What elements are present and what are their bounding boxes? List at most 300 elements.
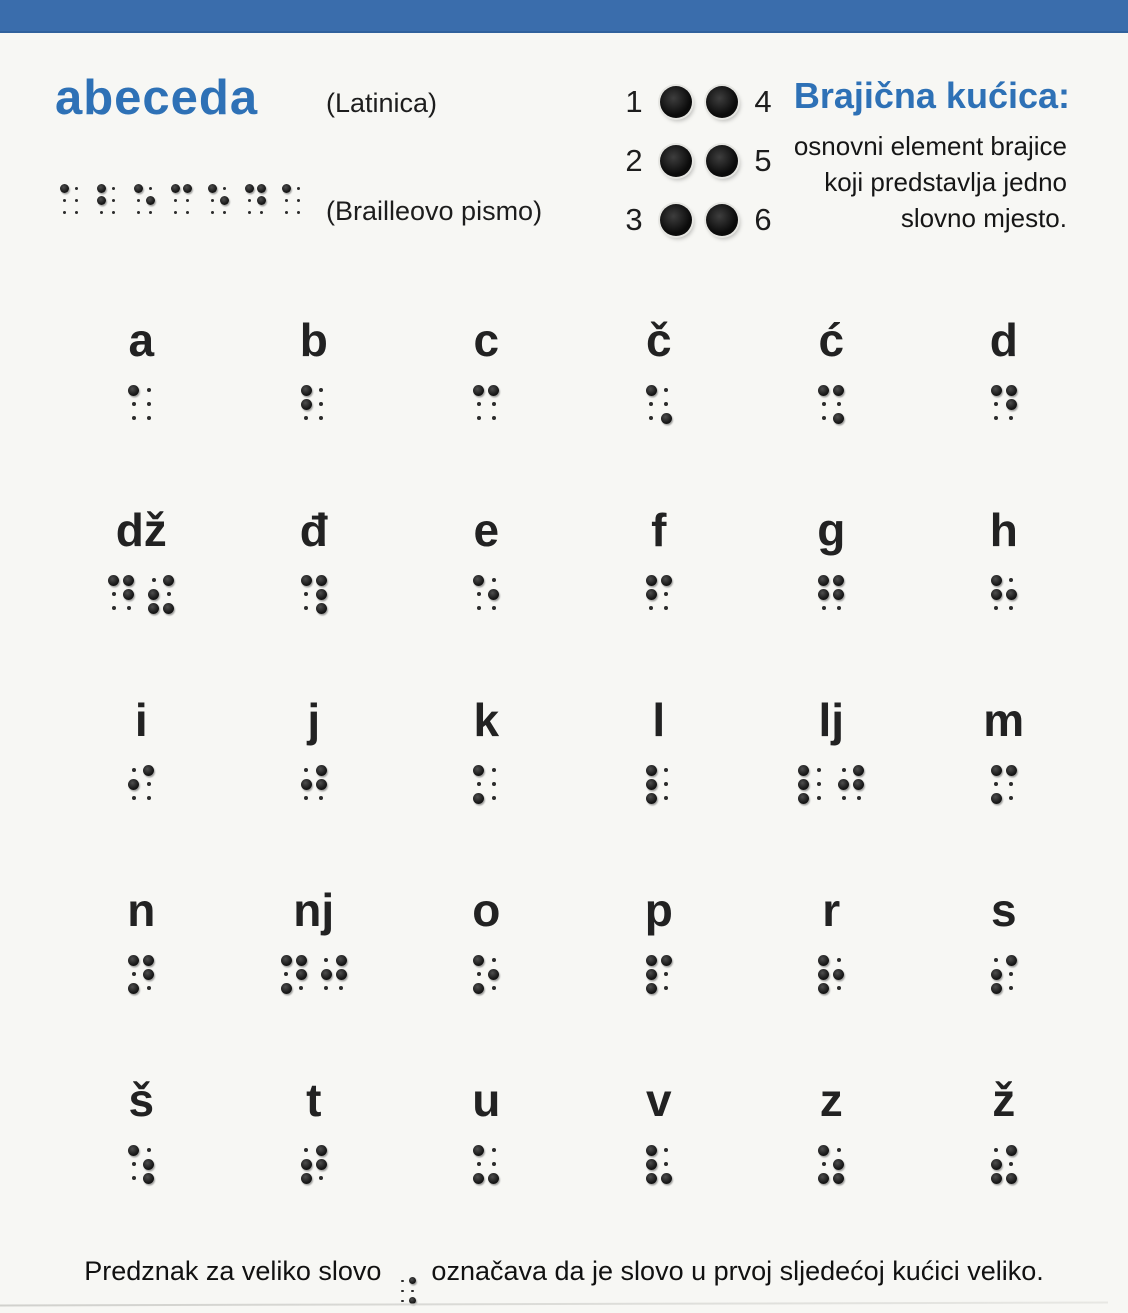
braille-dot-1 [991, 765, 1002, 776]
braille-dot-2 [97, 196, 106, 205]
braille-dot-5 [488, 969, 499, 980]
braille-dot-1-empty [152, 578, 156, 582]
letter-braille-cells [644, 1143, 674, 1185]
braille-dot-3-empty [649, 606, 653, 610]
alphabet-entry-u [400, 1065, 573, 1255]
braille-dot-5 [296, 969, 307, 980]
braille-dot-6-empty [149, 211, 152, 214]
braille-dot-3-empty [401, 1300, 404, 1303]
braille-dot-6 [661, 413, 672, 424]
braille-dot-4 [336, 955, 347, 966]
braille-cell [989, 953, 1019, 995]
braille-cell [206, 182, 230, 218]
braille-dot-5 [123, 589, 134, 600]
braille-dot-6-empty [319, 796, 323, 800]
braille-dot-1 [128, 955, 139, 966]
braille-dot-2-empty [822, 1162, 826, 1166]
braille-dot-1 [798, 765, 809, 776]
braille-dot-2-empty [285, 199, 288, 202]
braille-dot-1 [134, 184, 143, 193]
braille-dot-6-empty [147, 986, 151, 990]
braille-dot-4 [661, 575, 672, 586]
braille-cell [471, 573, 501, 615]
braille-dot-5-empty [75, 199, 78, 202]
braille-dot-6-empty [319, 1176, 323, 1180]
alphabet-entry-dž [55, 495, 228, 685]
braille-dot-1 [646, 1145, 657, 1156]
description-line: osnovni element brajice [793, 131, 1067, 161]
braille-dot-3-empty [285, 211, 288, 214]
footer-text-before: Predznak za veliko slovo [84, 1256, 382, 1286]
braille-cell-description [794, 128, 1067, 236]
braille-dot-1-empty [132, 768, 136, 772]
braille-cell [126, 763, 156, 805]
braille-dot-2 [991, 589, 1002, 600]
braille-dot-5-empty [186, 199, 189, 202]
braille-dot-1 [473, 575, 484, 586]
braille-dot-6-empty [492, 606, 496, 610]
braille-dot-5-empty [1009, 782, 1013, 786]
braille-cell [299, 573, 329, 615]
alphabet-entry-n [55, 875, 228, 1065]
letter-label: n [127, 884, 156, 936]
braille-dot-3-empty [112, 606, 116, 610]
page-title: abeceda [55, 71, 259, 125]
letter-braille-cells [126, 953, 156, 995]
braille-dot-2 [646, 1159, 657, 1170]
braille-dot-1 [818, 575, 829, 586]
letter-braille-cells [644, 763, 674, 805]
braille-dot-1 [128, 385, 139, 396]
alphabet-entry-l [573, 685, 746, 875]
braille-dot-2-empty [137, 199, 140, 202]
braille-cell-diagram [622, 84, 775, 238]
diagram-dot-icon [706, 145, 738, 177]
braille-cell [989, 573, 1019, 615]
dot-number-label: 4 [754, 84, 772, 119]
braille-dot-4 [163, 575, 174, 586]
braille-dot-4-empty [1009, 578, 1013, 582]
letter-label: c [473, 314, 500, 366]
braille-dot-3 [128, 983, 139, 994]
braille-dot-5-empty [167, 592, 171, 596]
braille-dot-2-empty [477, 782, 481, 786]
letter-braille-cells [471, 763, 501, 805]
braille-cell [644, 953, 674, 995]
description-line: slovno mjesto. [900, 203, 1067, 233]
braille-dot-3 [281, 983, 292, 994]
letter-braille-cells [644, 383, 674, 425]
braille-dot-3-empty [304, 416, 308, 420]
braille-dot-6 [661, 1173, 672, 1184]
braille-dot-5-empty [492, 1162, 496, 1166]
braille-dot-5 [833, 1159, 844, 1170]
braille-cell [471, 1143, 501, 1185]
braille-dot-5-empty [817, 782, 821, 786]
braille-dot-3 [473, 793, 484, 804]
braille-dot-5 [833, 969, 844, 980]
braille-dot-3-empty [477, 416, 481, 420]
braille-dot-2 [301, 399, 312, 410]
braille-dot-5-empty [664, 592, 668, 596]
dot-number-label: 3 [625, 202, 643, 237]
braille-dot-2 [991, 1159, 1002, 1170]
letter-braille-cells [126, 383, 156, 425]
braille-dot-3 [148, 603, 159, 614]
braille-dot-5 [853, 779, 864, 790]
braille-dot-2-empty [284, 972, 288, 976]
braille-dot-1-empty [304, 1148, 308, 1152]
braille-dot-6-empty [1009, 986, 1013, 990]
braille-dot-2 [321, 969, 332, 980]
braille-dot-3-empty [132, 796, 136, 800]
braille-dot-6 [163, 603, 174, 614]
braille-dot-3-empty [248, 211, 251, 214]
description-line: koji predstavlja jedno [824, 167, 1067, 197]
braille-dot-2 [818, 969, 829, 980]
alphabet-entry-č [573, 305, 746, 495]
alphabet-entry-p [573, 875, 746, 1065]
braille-dot-3-empty [304, 606, 308, 610]
braille-dot-5-empty [1009, 1162, 1013, 1166]
letter-label: a [128, 314, 155, 366]
braille-dot-5-empty [664, 972, 668, 976]
braille-dot-6-empty [147, 796, 151, 800]
braille-dot-4 [1006, 1145, 1017, 1156]
braille-dot-2-empty [63, 199, 66, 202]
braille-dot-3 [991, 983, 1002, 994]
braille-dot-1 [301, 385, 312, 396]
braille-dot-2-empty [132, 1162, 136, 1166]
braille-cell [397, 1276, 417, 1306]
braille-dot-1-empty [994, 1148, 998, 1152]
braille-dot-3-empty [137, 211, 140, 214]
braille-dot-5-empty [1009, 972, 1013, 976]
braille-dot-1 [646, 385, 657, 396]
braille-dot-4-empty [837, 958, 841, 962]
letter-braille-cells [796, 763, 866, 805]
braille-dot-6 [833, 413, 844, 424]
braille-dot-6-empty [127, 606, 131, 610]
letter-label: l [652, 694, 666, 746]
letter-label: z [819, 1074, 843, 1126]
alphabet-entry-đ [228, 495, 401, 685]
braille-dot-4-empty [223, 187, 226, 190]
braille-dot-6-empty [297, 211, 300, 214]
letter-label: j [307, 694, 321, 746]
braille-dot-4 [833, 575, 844, 586]
braille-dot-2-empty [174, 199, 177, 202]
braille-dot-6-empty [223, 211, 226, 214]
braille-dot-6-empty [1009, 796, 1013, 800]
alphabet-entry-f [573, 495, 746, 685]
alphabet-entry-t [228, 1065, 401, 1255]
braille-cell [796, 763, 826, 805]
braille-cell [816, 573, 846, 615]
braille-dot-3-empty [174, 211, 177, 214]
letter-label: dž [115, 504, 167, 556]
braille-dot-2-empty [304, 592, 308, 596]
braille-dot-6-empty [1009, 606, 1013, 610]
braille-cell [95, 182, 119, 218]
braille-cell [299, 383, 329, 425]
alphabet-entry-c [400, 305, 573, 495]
braille-dot-1 [991, 385, 1002, 396]
braille-dot-2-empty [994, 402, 998, 406]
alphabet-entry-d [918, 305, 1091, 495]
braille-dot-2-empty [211, 199, 214, 202]
top-bar [0, 0, 1128, 33]
alphabet-entry-s [918, 875, 1091, 1065]
braille-dot-4 [143, 765, 154, 776]
braille-cell [471, 383, 501, 425]
braille-dot-3-empty [842, 796, 846, 800]
braille-dot-5 [833, 589, 844, 600]
braille-dot-6 [143, 1173, 154, 1184]
braille-dot-1 [301, 575, 312, 586]
letter-braille-cells [106, 573, 176, 615]
braille-dot-1 [282, 184, 291, 193]
letter-braille-cells [126, 1143, 156, 1185]
braille-dot-6-empty [1009, 416, 1013, 420]
braille-cell [58, 182, 82, 218]
braille-dot-1 [991, 575, 1002, 586]
braille-dot-3-empty [132, 416, 136, 420]
braille-dot-3 [473, 1173, 484, 1184]
braille-dot-6-empty [664, 796, 668, 800]
letter-braille-cells [644, 573, 674, 615]
braille-cell [471, 953, 501, 995]
braille-dot-4 [1006, 385, 1017, 396]
braille-dot-4-empty [817, 768, 821, 772]
latin-script-label: (Latinica) [326, 88, 438, 118]
braille-dot-1 [473, 765, 484, 776]
braille-dot-4-empty [492, 958, 496, 962]
braille-cell [299, 763, 329, 805]
braille-dot-4-empty [75, 187, 78, 190]
braille-dot-1-empty [994, 958, 998, 962]
alphabet-entry-o [400, 875, 573, 1065]
letter-braille-cells [299, 573, 329, 615]
diagram-dot-icon [706, 86, 738, 118]
letter-label: d [989, 314, 1018, 366]
braille-dot-4 [123, 575, 134, 586]
braille-cell [471, 763, 501, 805]
braille-dot-5 [316, 589, 327, 600]
letter-label: v [645, 1074, 672, 1126]
alphabet-entry-m [918, 685, 1091, 875]
braille-cell [279, 953, 309, 995]
braille-dot-5-empty [664, 782, 668, 786]
letter-label: k [473, 694, 500, 746]
braille-dot-1-empty [842, 768, 846, 772]
braille-dot-3 [818, 983, 829, 994]
braille-dot-4 [296, 955, 307, 966]
alphabet-entry-i [55, 685, 228, 875]
braille-dot-2 [301, 779, 312, 790]
braille-dot-3-empty [211, 211, 214, 214]
braille-dot-2-empty [649, 402, 653, 406]
dot-number-label: 6 [754, 202, 772, 237]
braille-dot-1 [60, 184, 69, 193]
letter-braille-cells [816, 1143, 846, 1185]
letter-braille-cells [299, 1143, 329, 1185]
letter-braille-cells [471, 953, 501, 995]
braille-dot-5 [336, 969, 347, 980]
alphabet-entry-ž [918, 1065, 1091, 1255]
braille-dot-5-empty [297, 199, 300, 202]
alphabet-entry-b [228, 305, 401, 495]
braille-dot-5-empty [147, 782, 151, 786]
letter-label: g [817, 504, 846, 556]
braille-dot-6-empty [492, 796, 496, 800]
braille-dot-5-empty [147, 402, 151, 406]
braille-dot-3 [646, 1173, 657, 1184]
braille-cell [169, 182, 193, 218]
braille-dot-1 [171, 184, 180, 193]
letter-braille-cells [816, 383, 846, 425]
letter-label: e [473, 504, 500, 556]
alphabet-entry-h [918, 495, 1091, 685]
alphabet-entry-g [745, 495, 918, 685]
braille-dot-5-empty [664, 402, 668, 406]
braille-cell [644, 573, 674, 615]
braille-dot-4-empty [297, 187, 300, 190]
letter-label: s [990, 884, 1017, 936]
alphabet-entry-a [55, 305, 228, 495]
braille-dot-6-empty [492, 416, 496, 420]
braille-dot-6-empty [837, 606, 841, 610]
braille-dot-6-empty [299, 986, 303, 990]
letter-braille-cells [816, 953, 846, 995]
braille-dot-1-empty [304, 768, 308, 772]
dot-number-label: 5 [754, 143, 772, 178]
letter-braille-cells [299, 763, 329, 805]
braille-dot-3-empty [324, 986, 328, 990]
braille-cell [243, 182, 267, 218]
braille-dot-3-empty [304, 796, 308, 800]
braille-dot-3 [991, 793, 1002, 804]
braille-dot-1-empty [401, 1280, 404, 1283]
braille-dot-3 [798, 793, 809, 804]
braille-dot-4-empty [149, 187, 152, 190]
braille-cell [319, 953, 349, 995]
braille-dot-2 [818, 589, 829, 600]
braille-cell [126, 1143, 156, 1185]
braille-dot-4 [833, 385, 844, 396]
braille-dot-6-empty [837, 986, 841, 990]
braille-dot-4 [409, 1277, 416, 1284]
braille-dot-2-empty [248, 199, 251, 202]
braille-dot-2-empty [132, 972, 136, 976]
braille-dot-4 [853, 765, 864, 776]
braille-dot-3 [646, 793, 657, 804]
braille-cell [836, 763, 866, 805]
braille-dot-4-empty [492, 578, 496, 582]
braille-dot-2 [148, 589, 159, 600]
braille-cell [816, 383, 846, 425]
braille-dot-3-empty [63, 211, 66, 214]
braille-dot-5-empty [837, 402, 841, 406]
letter-label: p [644, 884, 673, 936]
braille-dot-2 [301, 1159, 312, 1170]
braille-dot-5 [257, 196, 266, 205]
letter-label: t [306, 1074, 322, 1126]
braille-dot-5-empty [664, 1162, 668, 1166]
braille-dot-5 [316, 779, 327, 790]
alphabet-entry-k [400, 685, 573, 875]
alphabet-entry-v [573, 1065, 746, 1255]
braille-dot-4 [143, 955, 154, 966]
braille-dot-2 [646, 589, 657, 600]
braille-dot-4-empty [837, 1148, 841, 1152]
braille-cell [126, 383, 156, 425]
braille-cell [644, 383, 674, 425]
braille-cell [126, 953, 156, 995]
braille-dot-1 [97, 184, 106, 193]
alphabet-entry-ć [745, 305, 918, 495]
braille-dot-4 [316, 575, 327, 586]
braille-dot-6 [833, 1173, 844, 1184]
diagram-dot-icon [660, 86, 692, 118]
letter-label: i [134, 694, 148, 746]
letter-label: o [472, 884, 501, 936]
braille-dot-2 [646, 779, 657, 790]
braille-dot-3 [818, 1173, 829, 1184]
letter-braille-cells [816, 573, 846, 615]
braille-dot-6-empty [112, 211, 115, 214]
braille-dot-5-empty [112, 199, 115, 202]
braille-dot-1 [128, 1145, 139, 1156]
braille-dot-4 [1006, 765, 1017, 776]
braille-cell [989, 1143, 1019, 1185]
letter-label: č [645, 314, 672, 366]
braille-dot-6-empty [260, 211, 263, 214]
braille-dot-4-empty [664, 388, 668, 392]
dot-number-label: 2 [625, 143, 643, 178]
braille-dot-1 [473, 955, 484, 966]
braille-dot-1 [208, 184, 217, 193]
braille-dot-2-empty [132, 402, 136, 406]
braille-dot-2-empty [822, 402, 826, 406]
footer-text-after: označava da je slovo u prvoj sljedećoj kućici veliko. [431, 1256, 1044, 1286]
braille-dot-1 [473, 1145, 484, 1156]
alphabet-entry-j [228, 685, 401, 875]
alphabet-entry-e [400, 495, 573, 685]
braille-dot-5 [143, 1159, 154, 1170]
braille-dot-2-empty [994, 782, 998, 786]
braille-dot-1 [245, 184, 254, 193]
braille-dot-4-empty [492, 1148, 496, 1152]
braille-dot-5 [220, 196, 229, 205]
braille-dot-2-empty [477, 592, 481, 596]
letter-braille-cells [989, 763, 1019, 805]
braille-dot-4-empty [492, 768, 496, 772]
braille-dot-3 [301, 1173, 312, 1184]
braille-dot-1 [646, 765, 657, 776]
alphabet-grid [55, 305, 1090, 1255]
alphabet-entry-r [745, 875, 918, 1065]
braille-dot-6-empty [664, 606, 668, 610]
braille-dot-1 [473, 385, 484, 396]
braille-dot-1 [646, 955, 657, 966]
braille-dot-3-empty [477, 606, 481, 610]
braille-word [58, 182, 304, 218]
alphabet-entry-z [745, 1065, 918, 1255]
diagram-dot-icon [660, 145, 692, 177]
braille-dot-5 [316, 1159, 327, 1170]
braille-cell [989, 763, 1019, 805]
